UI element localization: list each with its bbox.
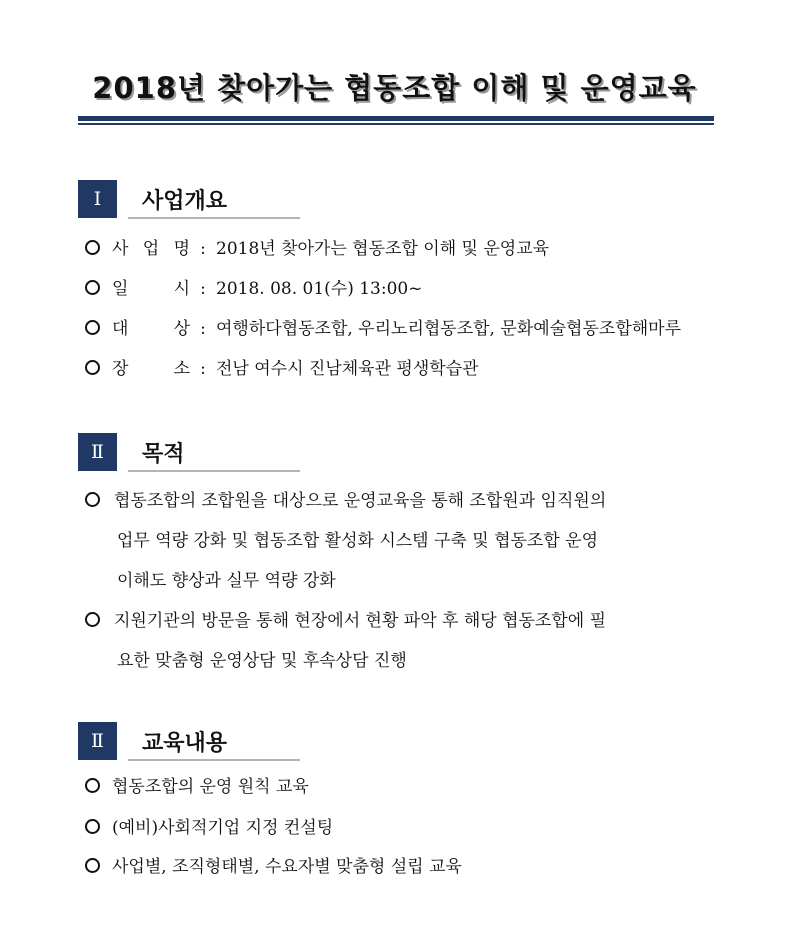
section-3-underline [128,759,300,761]
row-label: 일 시 [112,279,190,299]
title-rule-thin [78,123,714,125]
circle-bullet-icon [85,360,100,375]
row-label: 사 업 명 [112,239,190,259]
section-1-underline [128,217,300,219]
section-3-numeral: Ⅱ [78,722,117,760]
section-2-numeral: Ⅱ [78,433,117,471]
circle-bullet-icon [85,612,100,627]
purpose-1-line-2: 업무 역량 강화 및 협동조합 활성화 시스템 구축 및 협동조합 운영 [117,531,599,551]
purpose-1-line-1: 협동조합의 조합원을 대상으로 운영교육을 통해 조합원과 임직원의 [114,491,607,511]
row-value: 2018년 찾아가는 협동조합 이해 및 운영교육 [216,239,550,259]
section-2-title: 목적 [142,442,185,467]
colon: : [200,239,206,259]
colon: : [200,279,206,299]
colon: : [200,319,206,339]
row-label: 장 소 [112,359,190,379]
content-item-text: 사업별, 조직형태별, 수요자별 맞춤형 설립 교육 [112,857,462,877]
overview-row-target [85,319,681,339]
purpose-2-line-2: 요한 맞춤형 운영상담 및 후속상담 진행 [117,651,407,671]
purpose-item-1 [85,481,715,601]
circle-bullet-icon [85,778,100,793]
circle-bullet-icon [85,858,100,873]
content-item-3 [85,857,462,877]
circle-bullet-icon [85,280,100,295]
row-label: 대 상 [112,319,190,339]
circle-bullet-icon [85,492,100,507]
row-value: 여행하다협동조합, 우리노리협동조합, 문화예술협동조합해마루 [216,319,682,339]
content-item-1 [85,777,309,797]
purpose-2-line-1: 지원기관의 방문을 통해 현장에서 현황 파악 후 해당 협동조합에 필 [114,611,607,631]
row-value: 전남 여수시 진남체육관 평생학습관 [216,359,479,379]
content-item-text: 협동조합의 운영 원칙 교육 [112,777,309,797]
circle-bullet-icon [85,240,100,255]
section-1-numeral: Ⅰ [78,180,117,218]
purpose-item-2 [85,601,715,681]
content-item-2 [85,818,333,838]
overview-row-place [85,359,479,379]
document-title: 2018년 찾아가는 협동조합 이해 및 운영교육 [92,71,697,105]
circle-bullet-icon [85,320,100,335]
overview-row-name [85,239,549,259]
section-3-title: 교육내용 [142,731,228,756]
overview-row-date [85,279,422,299]
section-2-underline [128,470,300,472]
circle-bullet-icon [85,819,100,834]
colon: : [200,359,206,379]
content-item-text: (예비)사회적기업 지정 컨설팅 [112,818,334,838]
row-value: 2018. 08. 01(수) 13:00~ [216,279,423,299]
purpose-1-line-3: 이해도 향상과 실무 역량 강화 [117,571,336,591]
section-1-title: 사업개요 [142,189,228,214]
title-rule-thick [78,116,714,121]
